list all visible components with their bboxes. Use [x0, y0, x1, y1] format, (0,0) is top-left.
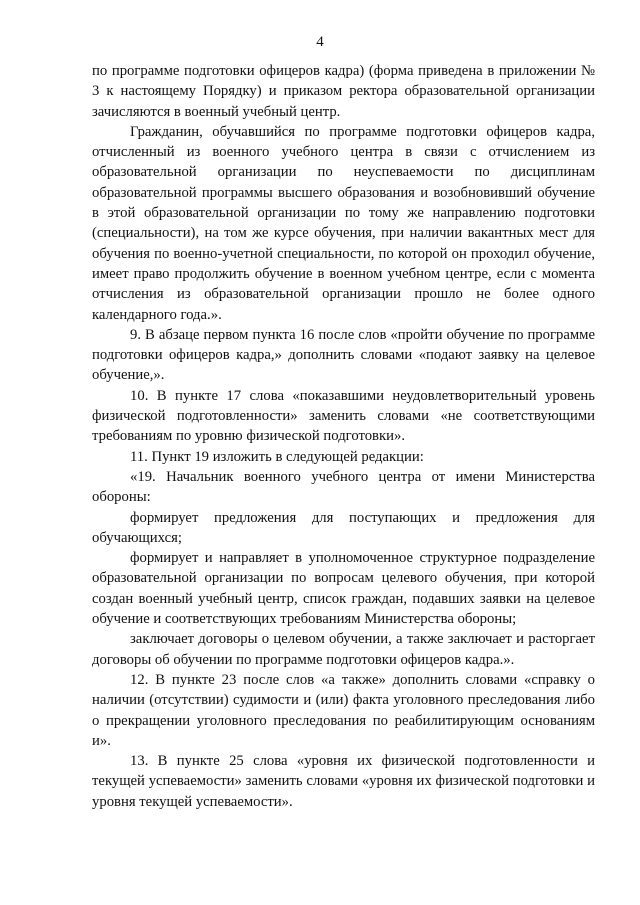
paragraph-item-13: 13. В пункте 25 слова «уровня их физической подготовленности и текущей успеваемости» заменить словами «уровня их физической подготовки и уровня текущей успеваемости». — [92, 753, 595, 810]
document-body — [92, 61, 595, 812]
paragraph-item-19-offers: формирует предложения для поступающих и предложения для обучающихся; — [92, 509, 595, 546]
paragraph-item-11: 11. Пункт 19 изложить в следующей редакции: — [130, 448, 424, 465]
paragraph-citizen-reinstatement: Гражданин, обучавшийся по программе подготовки офицеров кадра, отчисленный из военного учебного центра в связи с отчислением из образовательной организации по неуспеваемости по дисциплинам образовательной программы высшего образования и возобновивший обучение в этой образовательной организации по тому же направлению подготовки (специальности), на том же курсе обучения, при наличии вакантных мест для обучения по военно-учетной специальности, по которой он проходил обучение, имеет право продолжить обучение в военном учебном центре, если с момента отчисления из образовательной организации прошло не более одного календарного года.». — [92, 123, 595, 323]
page-number: 4 — [316, 34, 324, 50]
paragraph-item-12: 12. В пункте 23 после слов «а также» дополнить словами «справку о наличии (отсутствии) судимости и (или) факта уголовного преследования либо о прекращении уголовного преследования по реабилитирующим основаниям и». — [92, 671, 595, 749]
paragraph-continuation: по программе подготовки офицеров кадра) (форма приведена в приложении № 3 к настоящему Порядку) и приказом ректора образовательной организации зачисляются в военный учебный центр. — [92, 63, 595, 120]
paragraph-item-10: 10. В пункте 17 слова «показавшими неудовлетворительный уровень физической подготовленности» заменить словами «не соответствующими требованиям по уровню физической подготовки». — [92, 387, 595, 445]
paragraph-item-19-intro: «19. Начальник военного учебного центра от имени Министерства обороны: — [92, 468, 595, 506]
paragraph-item-19-contracts: заключает договоры о целевом обучении, а также заключает и расторгает договоры об обучении по программе подготовки офицеров кадра.». — [92, 631, 595, 668]
paragraph-item-9: 9. В абзаце первом пункта 16 после слов «пройти обучение по программе подготовки офицеров кадра,» дополнить словами «подают заявку на целевое обучение,». — [92, 326, 595, 384]
paragraph-item-19-list: формирует и направляет в уполномоченное структурное подразделение образовательной организации по вопросам целевого обучения, при которой создан военный учебный центр, список граждан, подавших заявки на целевое обучение и соответствующих требованиям Министерства обороны; — [92, 550, 595, 628]
